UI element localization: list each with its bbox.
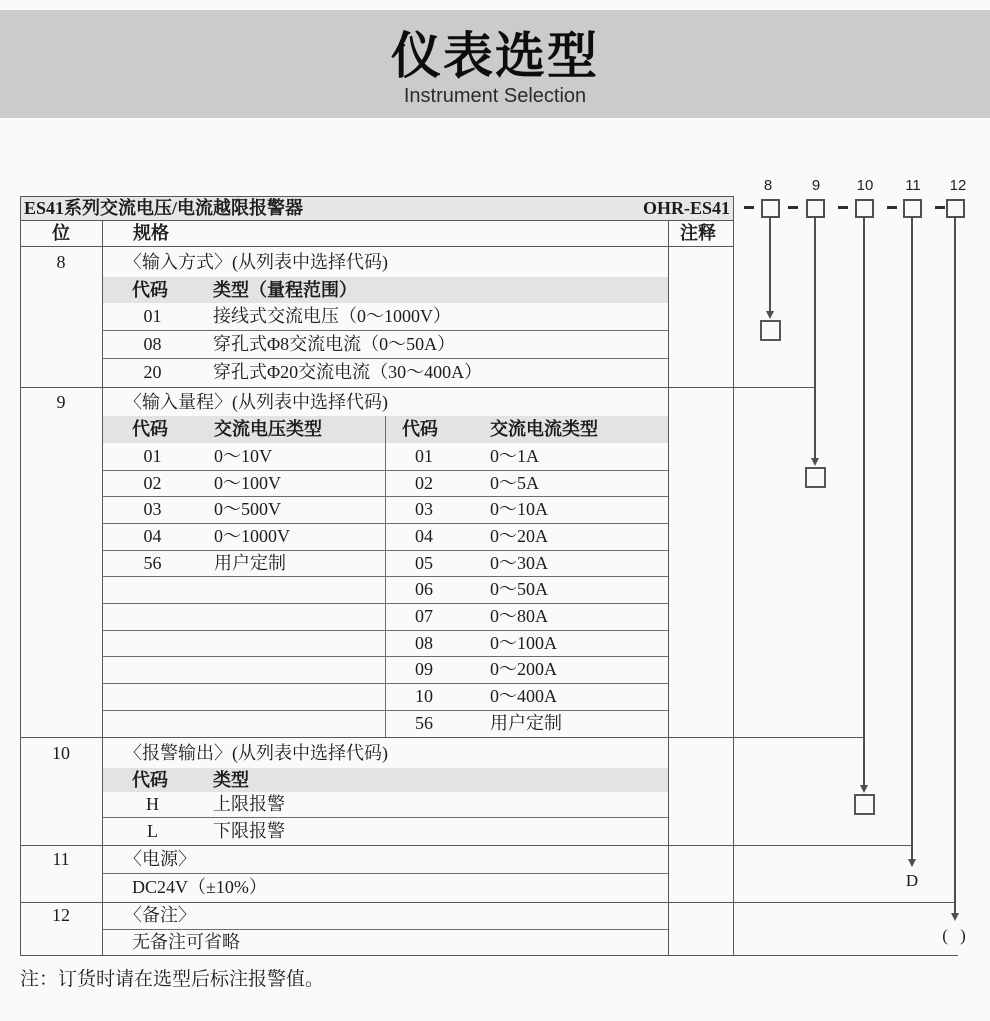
table-border-left [20,196,21,956]
s11-row2: DC24V（±10%） [132,877,267,897]
s9-right-code: 10 [415,686,433,706]
leader-line-11 [911,218,913,859]
position-digit-8: 8 [763,177,773,194]
s9-right-type: 0～400A [490,686,557,706]
s10-row-code: H [146,794,159,814]
s9-right-code: 04 [415,526,433,546]
s12-pos: 12 [52,905,70,925]
s10-header-band [103,768,668,792]
s9-left-type: 0～500V [214,499,281,519]
table-border-right [733,196,734,956]
s8-row-code: 01 [143,306,162,326]
row-line [102,710,668,711]
arrow-down-icon [811,458,819,466]
s9-left-code: 02 [143,473,162,493]
code-dash [838,206,848,209]
s10-hdr-code: 代码 [132,770,168,790]
row-line [102,630,668,631]
col-header-pos: 位 [52,223,70,243]
s9-hdr-type-left: 交流电压类型 [214,419,322,439]
s8-row-code: 08 [143,334,162,354]
position-digit-9: 9 [811,177,821,194]
leader-line-10 [863,218,865,785]
s9-right-code: 09 [415,659,433,679]
page-subtitle: Instrument Selection [403,85,587,107]
s9-right-type: 0～50A [490,579,548,599]
position-digit-10: 10 [856,177,874,194]
row-line [102,683,668,684]
row-line [102,576,668,577]
row-line [102,523,668,524]
s9-right-type: 0～80A [490,606,548,626]
s9-hdr-code-right: 代码 [402,419,438,439]
selection-box-8 [760,320,781,341]
s9-left-type: 0～10V [214,446,272,466]
s9-left-code: 04 [143,526,162,546]
s8-row-type: 穿孔式Φ20交流电流（30～400A） [213,362,483,382]
s8-hdr-code: 代码 [132,280,168,300]
table-title: ES41系列交流电压/电流越限报警器 [24,198,304,218]
table-border-below-title [20,220,733,221]
s9-right-type: 用户定制 [490,713,562,733]
s8-row-code: 20 [143,362,162,382]
s9-left-code: 01 [143,446,162,466]
s9-right-code: 03 [415,499,433,519]
code-dash [744,206,754,209]
code-box-10 [855,199,874,218]
s9-intro: 〈输入量程〉(从列表中选择代码) [124,392,388,412]
row-line [102,656,668,657]
s10-intro: 〈报警输出〉(从列表中选择代码) [124,743,388,763]
position-digit-12: 12 [949,177,967,194]
code-dash [935,206,945,209]
selection-box-10 [854,794,875,815]
code-dash [788,206,798,209]
power-code-label: D [905,871,919,890]
code-dash [887,206,897,209]
s8-header-band [103,277,668,303]
s9-left-type: 0～100V [214,473,281,493]
s10-hdr-type: 类型 [213,770,249,790]
s9-left-type: 0～1000V [214,526,290,546]
s12-row1: 〈备注〉 [124,905,196,925]
s9-left-code: 03 [143,499,162,519]
s9-right-code: 07 [415,606,433,626]
s9-right-code: 01 [415,446,433,466]
table-border-bottom [20,955,958,956]
s9-right-type: 0～30A [490,553,548,573]
s8-row-type: 穿孔式Φ8交流电流（0～50A） [213,334,456,354]
s11-row1: 〈电源〉 [124,849,196,869]
s9-left-code: 56 [143,553,162,573]
s10-pos: 10 [52,743,70,763]
model-prefix: OHR-ES41 [642,198,730,218]
leader-line-8 [769,218,771,311]
s9-right-code: 06 [415,579,433,599]
s8-row-type: 接线式交流电压（0～1000V） [213,306,451,326]
s8-pos: 8 [56,252,66,272]
header-banner [0,10,990,118]
s9-right-type: 0～10A [490,499,548,519]
s9-right-code: 08 [415,633,433,653]
col-header-spec: 规格 [133,223,169,243]
s9-right-type: 0～20A [490,526,548,546]
row-line [102,817,668,818]
s8-intro: 〈输入方式〉(从列表中选择代码) [124,252,388,272]
page-title: 仪表选型 [391,28,599,84]
s9-right-code: 05 [415,553,433,573]
arrow-down-icon [860,785,868,793]
leader-line-12 [954,218,956,913]
s8-hdr-type: 类型（量程范围） [213,280,357,300]
s9-right-type: 0～1A [490,446,539,466]
code-box-9 [806,199,825,218]
remark-parens-label: ( ) [942,926,970,945]
row-line [102,496,668,497]
s11-pos: 11 [52,849,70,869]
s10-row-type: 下限报警 [213,821,285,841]
arrow-down-icon [908,859,916,867]
selection-box-9 [805,467,826,488]
s10-row-code: L [147,821,158,841]
s9-hdr-type-right: 交流电流类型 [490,419,598,439]
s9-right-type: 0～100A [490,633,557,653]
row-line [102,550,668,551]
code-box-12 [946,199,965,218]
s9-left-type: 用户定制 [214,553,286,573]
leader-line-9 [814,218,816,458]
code-box-8 [761,199,780,218]
row-line [102,603,668,604]
row-line [102,470,668,471]
position-digit-11: 11 [905,177,921,194]
s9-pos: 9 [56,392,66,412]
s12-row2: 无备注可省略 [132,932,240,952]
s10-row-type: 上限报警 [213,794,285,814]
s9-right-type: 0～200A [490,659,557,679]
col-header-note: 注释 [680,223,716,243]
footer-note: 注：订货时请在选型后标注报警值。 [20,969,325,990]
s9-right-type: 0～5A [490,473,539,493]
arrow-down-icon [951,913,959,921]
s9-right-code: 56 [415,713,433,733]
arrow-down-icon [766,311,774,319]
s9-right-code: 02 [415,473,433,493]
col-divider-spec-note [668,220,669,956]
code-box-11 [903,199,922,218]
s9-hdr-code-left: 代码 [132,419,168,439]
